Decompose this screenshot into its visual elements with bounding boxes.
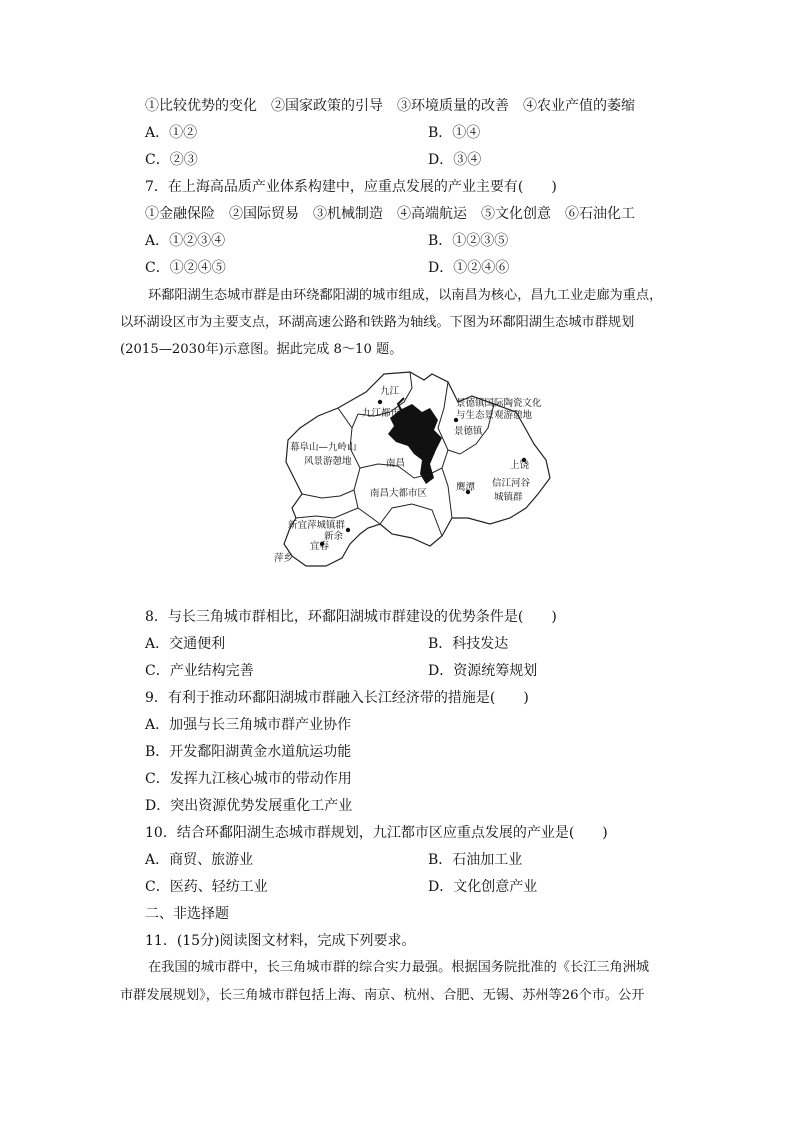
label-xinyu: 新余 [324, 531, 344, 542]
q10-option-d[interactable]: D．文化创意产业 [428, 879, 538, 895]
q6-option-c[interactable]: C．②③ [145, 152, 198, 168]
q8-option-c[interactable]: C．产业结构完善 [145, 663, 254, 679]
q9-option-b[interactable]: B．开发鄱阳湖黄金水道航运功能 [145, 744, 352, 760]
label-yichun: 宜春 [310, 541, 330, 552]
q7-option-b[interactable]: B．①②③⑤ [428, 233, 509, 249]
q6-option-a[interactable]: A．①② [145, 125, 198, 141]
section-heading: 二、非选择题 [145, 906, 229, 922]
label-jingdezhen: 景德镇 [454, 426, 483, 437]
q8-option-b[interactable]: B．科技发达 [428, 636, 509, 652]
label-nanchang-metro: 南昌大都市区 [370, 488, 428, 499]
intro-line-1: 环鄱阳湖生态城市群是由环绕鄱阳湖的城市组成，以南昌为核心，昌九工业走廊为重点， [148, 288, 663, 303]
q9-option-d[interactable]: D．突出资源优势发展重化工产业 [145, 798, 353, 814]
poyang-lake-city-cluster-map [262, 368, 562, 568]
q7-stem: 7．在上海高品质产业体系构建中，应重点发展的产业主要有( ) [145, 179, 557, 195]
q11-text-line-2: 市群发展规划》，长三角城市群包括上海、南京、杭州、合肥、无锡、苏州等26个市。公开 [120, 988, 645, 1003]
label-xinjiang-2: 城镇群 [494, 492, 523, 503]
intro-line-3: (2015—2030年)示意图。据此完成 8～10 题。 [120, 342, 403, 357]
q8-option-d[interactable]: D．资源统筹规划 [428, 663, 538, 679]
q7-option-c[interactable]: C．①②④⑤ [145, 260, 226, 276]
q9-stem: 9．有利于推动环鄱阳湖城市群融入长江经济带的措施是( ) [145, 690, 529, 706]
q6-option-b[interactable]: B．①④ [428, 125, 481, 141]
q8-stem: 8．与长三角城市群相比，环鄱阳湖城市群建设的优势条件是( ) [145, 609, 557, 625]
label-jdz-1: 景德镇国际陶瓷文化 [456, 398, 542, 409]
label-pingxiang: 萍乡 [274, 553, 294, 564]
label-mufu-1: 幕阜山—九岭山 [290, 442, 357, 453]
label-xinjiang-1: 信江河谷 [492, 478, 531, 489]
q7-option-d[interactable]: D．①②④⑥ [428, 260, 510, 276]
q8-option-a[interactable]: A．交通便利 [145, 636, 226, 652]
q11-text-line-1: 在我国的城市群中，长三角城市群的综合实力最强。根据国务院批准的《长江三角洲城 [148, 960, 650, 975]
label-jdz-2: 与生态景观游憩地 [456, 410, 533, 421]
q11-stem: 11．(15分)阅读图文材料，完成下列要求。 [145, 933, 416, 949]
label-mufu-2: 风景游憩地 [304, 456, 352, 467]
q10-option-b[interactable]: B．石油加工业 [428, 852, 523, 868]
intro-line-2: 以环湖设区市为主要支点，环湖高速公路和铁路为轴线。下图为环鄱阳湖生态城市群规划 [120, 315, 635, 330]
q9-option-a[interactable]: A．加强与长三角城市群产业协作 [145, 717, 352, 733]
q6-items: ①比较优势的变化 ②国家政策的引导 ③环境质量的改善 ④农业产值的萎缩 [145, 98, 635, 114]
q10-option-c[interactable]: C．医药、轻纺工业 [145, 879, 268, 895]
label-xinyiping: 新宜萍城镇群 [288, 520, 346, 531]
label-nanchang: 南昌 [386, 458, 406, 469]
q7-option-a[interactable]: A．①②③④ [145, 233, 226, 249]
q7-items: ①金融保险 ②国际贸易 ③机械制造 ④高端航运 ⑤文化创意 ⑥石油化工 [145, 206, 635, 222]
label-jiujiang: 九江 [380, 386, 400, 397]
q10-stem: 10．结合环鄱阳湖生态城市群规划，九江都市区应重点发展的产业是( ) [145, 825, 608, 841]
q10-option-a[interactable]: A．商贸、旅游业 [145, 852, 254, 868]
label-jiujiang-metro: 九江都市区 [362, 408, 410, 419]
q9-option-c[interactable]: C．发挥九江核心城市的带动作用 [145, 771, 352, 787]
label-shangrao: 上饶 [510, 460, 530, 471]
label-yingtan: 鹰潭 [456, 482, 476, 493]
q6-option-d[interactable]: D．③④ [428, 152, 482, 168]
